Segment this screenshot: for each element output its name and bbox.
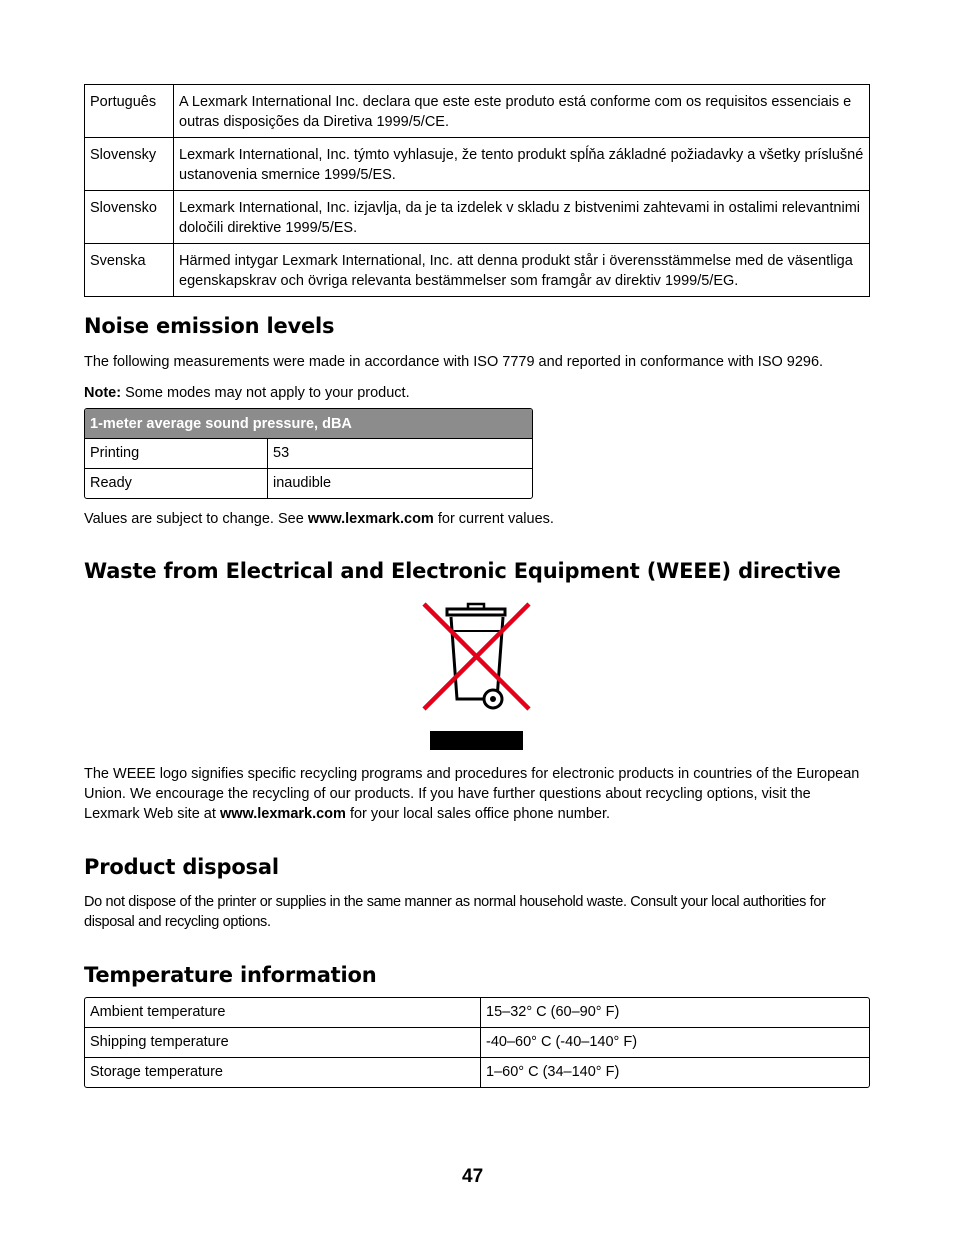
lexmark-link[interactable]: www.lexmark.com [307,511,434,527]
lexmark-link[interactable]: www.lexmark.com [219,806,346,822]
declaration-text: Lexmark International, Inc. týmto vyhlasuje, že tento produkt spĺňa základné požiadavky a všetky príslušné ustanovenia smernice 1999/5/ES. [174,138,869,191]
weee-heading: Waste from Electrical and Electronic Equipment (WEEE) directive [84,559,841,583]
mode-cell: Printing [85,439,268,469]
temperature-label: Storage temperature [85,1058,481,1087]
page-number: 47 [462,1166,484,1187]
crossed-bin-icon [419,601,535,751]
declaration-text: Härmed intygar Lexmark International, Inc. att denna produkt står i överensstämmelse med de väsentliga egenskapskrav och övriga relevanta bestämmelser som framgår av direktiv 1999/5/EG. [179,253,853,289]
weee-text [84,764,870,824]
noise-footer [84,509,870,529]
table-row [85,1028,869,1058]
page [84,84,870,1080]
language-cell: Svenska [85,244,174,296]
mode-cell: Ready [85,469,268,498]
table-row [85,244,869,296]
table-row [85,85,869,138]
declaration-text: A Lexmark International Inc. declara que este este produto está conforme com os requisitos essenciais e outras disposições da Diretiva 1999/5/CE. [174,85,869,138]
table-header-row [85,409,532,439]
temperature-value: -40–60° C (-40–140° F) [481,1028,869,1058]
noise-note [84,383,870,403]
weee-logo [419,601,535,755]
noise-heading: Noise emission levels [84,314,335,338]
footer-text: for current values. [433,511,554,527]
language-cell: Slovensky [85,138,174,191]
table-row [85,138,869,191]
language-cell: Slovensko [85,191,174,244]
temperature-label: Ambient temperature [85,998,481,1028]
temperature-value: 15–32° C (60–90° F) [481,998,869,1028]
declarations-table [84,84,870,297]
disposal-heading: Product disposal [84,855,279,879]
temperature-table [84,997,870,1088]
noise-table [84,408,533,499]
value-cell: inaudible [273,475,332,491]
language-cell: Português [85,85,174,138]
declaration-text: Lexmark International, Inc. izjavlja, da je ta izdelek v skladu z bistvenimi zahtevami in ostalimi relevantnimi določili direktive 1999/5/ES. [174,191,869,244]
note-text: Some modes may not apply to your product. [121,385,410,401]
temperature-label: Shipping temperature [85,1028,481,1058]
noise-intro: The following measurements were made in accordance with ISO 7779 and reported in conformance with ISO 9296. [84,354,824,370]
table-header: 1-meter average sound pressure, dBA [85,409,532,439]
note-label: Note: [84,385,122,401]
table-row [85,191,869,244]
weee-text-pre: The WEEE logo signifies specific recycling programs and procedures for electronic products in countries of the European Union. We encourage the recycling of our products. If you have further questions about recycling options, visit the Lexmark Web site at [84,766,860,822]
table-row [85,469,532,498]
table-row [85,1058,869,1087]
disposal-text: Do not dispose of the printer or supplies in the same manner as normal household waste. Consult your local authorities for disposal and recycling options. [84,894,826,930]
table-row [85,998,869,1028]
footer-text: Values are subject to change. See [84,511,308,527]
table-row [85,439,532,469]
value-cell: 53 [268,439,532,469]
weee-text-post: for your local sales office phone number. [345,806,611,822]
temperature-value: 1–60° C (34–140° F) [486,1064,620,1080]
temperature-heading: Temperature information [84,963,377,987]
